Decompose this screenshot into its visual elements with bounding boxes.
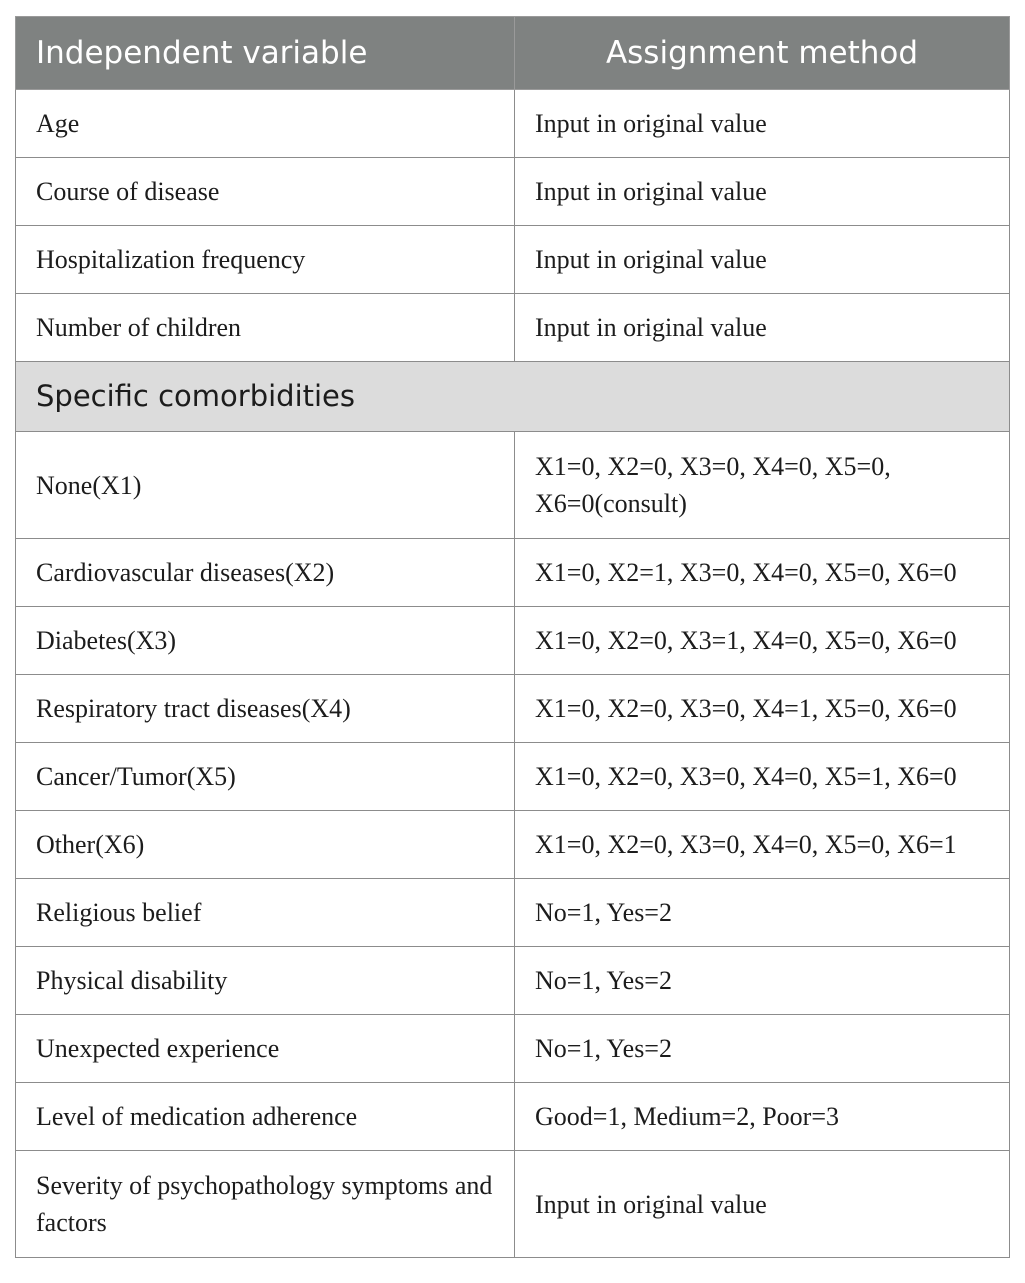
method-cell: X1=0, X2=0, X3=0, X4=1, X5=0, X6=0 xyxy=(515,675,1010,743)
method-cell: Input in original value xyxy=(515,158,1010,226)
variable-cell: Severity of psychopathology symptoms and factors xyxy=(16,1151,515,1258)
table-row xyxy=(16,675,1010,743)
section-label: Specific comorbidities xyxy=(16,362,1010,432)
variable-cell: None(X1) xyxy=(16,432,515,539)
method-cell: Input in original value xyxy=(515,294,1010,362)
method-cell: Input in original value xyxy=(515,226,1010,294)
assignment-table xyxy=(15,16,1010,1258)
method-cell: X1=0, X2=0, X3=0, X4=0, X5=0, X6=0(consult) xyxy=(515,432,1010,539)
table-row xyxy=(16,947,1010,1015)
table-row xyxy=(16,294,1010,362)
method-cell: Input in original value xyxy=(515,1151,1010,1258)
table-row xyxy=(16,539,1010,607)
table-row xyxy=(16,1151,1010,1258)
variable-cell: Level of medication adherence xyxy=(16,1083,515,1151)
section-row-specific-comorbidities xyxy=(16,362,1010,432)
table-row xyxy=(16,811,1010,879)
variable-cell: Cancer/Tumor(X5) xyxy=(16,743,515,811)
variable-cell: Respiratory tract diseases(X4) xyxy=(16,675,515,743)
method-cell: Good=1, Medium=2, Poor=3 xyxy=(515,1083,1010,1151)
header-independent-variable: Independent variable xyxy=(16,17,515,90)
method-cell: Input in original value xyxy=(515,90,1010,158)
table-row xyxy=(16,879,1010,947)
method-cell: X1=0, X2=0, X3=0, X4=0, X5=0, X6=1 xyxy=(515,811,1010,879)
variable-cell: Physical disability xyxy=(16,947,515,1015)
header-assignment-method: Assignment method xyxy=(515,17,1010,90)
method-cell: No=1, Yes=2 xyxy=(515,947,1010,1015)
variable-cell: Other(X6) xyxy=(16,811,515,879)
table-header-row xyxy=(16,17,1010,90)
variable-cell: Unexpected experience xyxy=(16,1015,515,1083)
table-row xyxy=(16,432,1010,539)
table-row xyxy=(16,226,1010,294)
method-cell: X1=0, X2=1, X3=0, X4=0, X5=0, X6=0 xyxy=(515,539,1010,607)
table-row xyxy=(16,158,1010,226)
method-cell: No=1, Yes=2 xyxy=(515,879,1010,947)
table-row xyxy=(16,743,1010,811)
variable-cell: Course of disease xyxy=(16,158,515,226)
assignment-table-container xyxy=(15,16,1009,1258)
method-cell: X1=0, X2=0, X3=0, X4=0, X5=1, X6=0 xyxy=(515,743,1010,811)
table-row xyxy=(16,1015,1010,1083)
table-row xyxy=(16,1083,1010,1151)
table-row xyxy=(16,90,1010,158)
variable-cell: Religious belief xyxy=(16,879,515,947)
method-cell: X1=0, X2=0, X3=1, X4=0, X5=0, X6=0 xyxy=(515,607,1010,675)
variable-cell: Cardiovascular diseases(X2) xyxy=(16,539,515,607)
variable-cell: Diabetes(X3) xyxy=(16,607,515,675)
variable-cell: Number of children xyxy=(16,294,515,362)
variable-cell: Age xyxy=(16,90,515,158)
method-cell: No=1, Yes=2 xyxy=(515,1015,1010,1083)
table-row xyxy=(16,607,1010,675)
variable-cell: Hospitalization frequency xyxy=(16,226,515,294)
